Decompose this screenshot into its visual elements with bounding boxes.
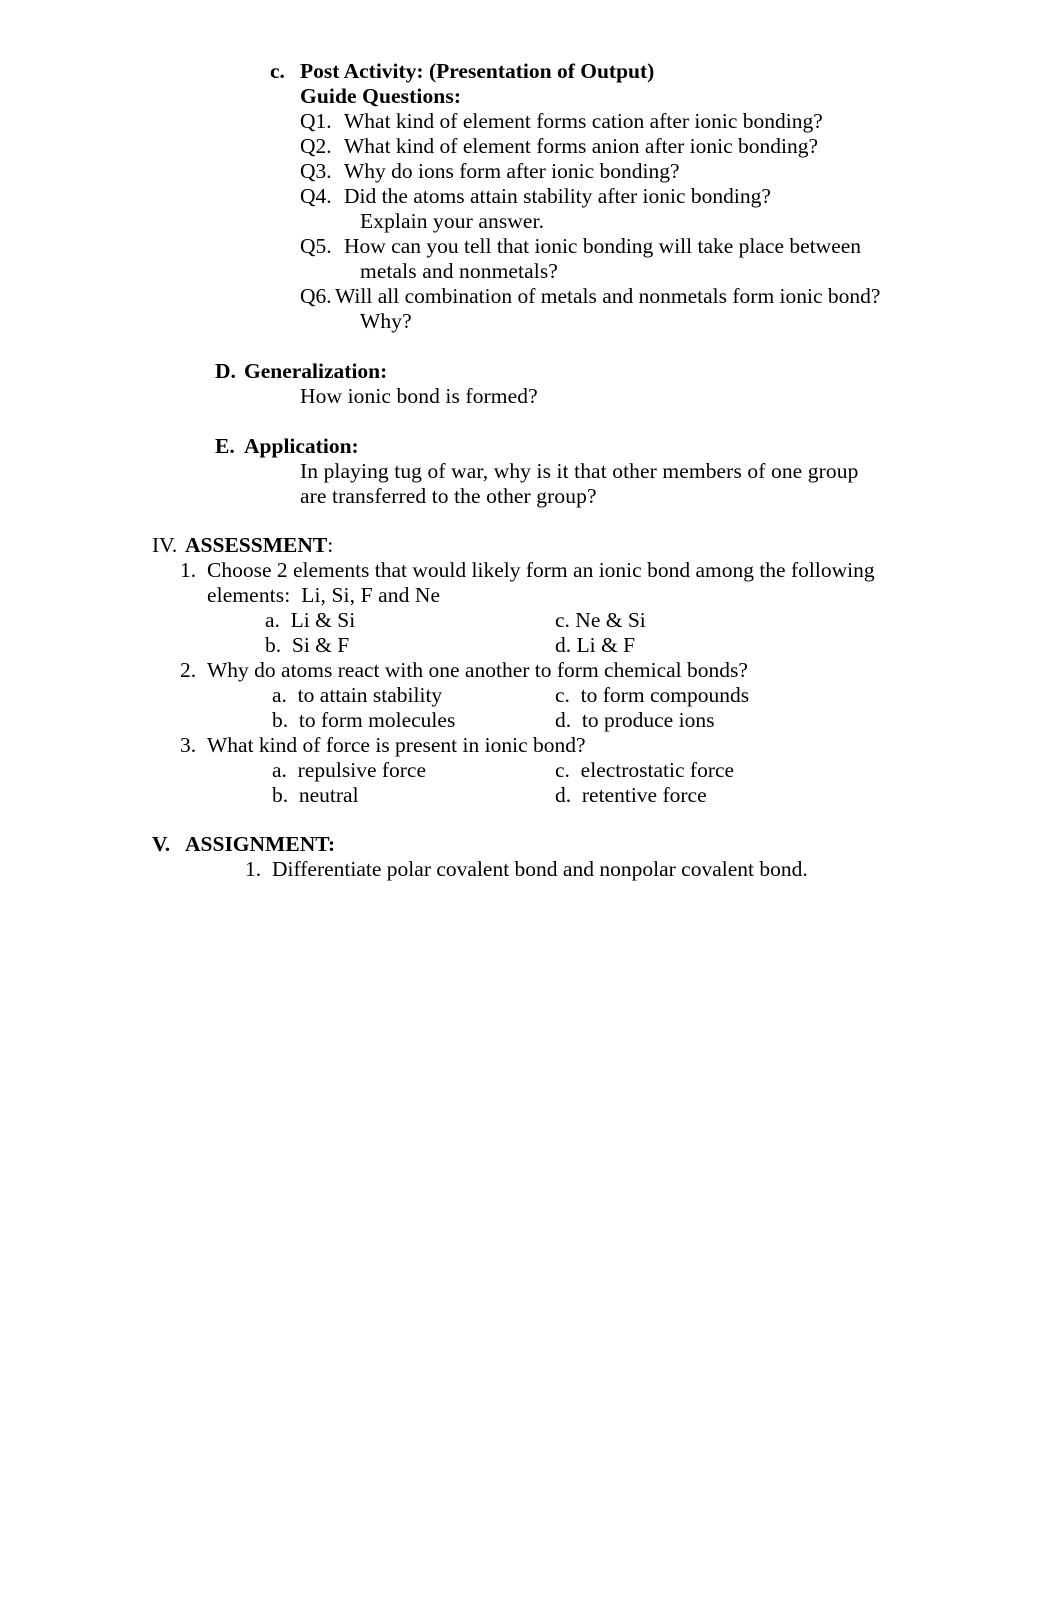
assessment-item-3	[180, 733, 586, 758]
assessment-item-3-number: 3.	[180, 733, 197, 757]
guide-question-1-text: What kind of element forms cation after ionic bonding?	[344, 109, 823, 133]
assignment-numeral: V.	[152, 832, 171, 856]
assessment-heading	[152, 533, 333, 558]
assessment-item-3-option-b[interactable]	[272, 783, 359, 808]
guide-question-6-continuation: Why?	[360, 309, 412, 333]
generalization-heading	[215, 359, 387, 384]
assessment-numeral: IV.	[152, 533, 178, 557]
guide-questions-label: Guide Questions:	[300, 84, 462, 108]
option-gap	[570, 758, 581, 782]
guide-question-6-marker: Q6.	[300, 284, 332, 308]
option-gap	[570, 683, 581, 707]
option-text: neutral	[298, 783, 359, 807]
option-label: a.	[272, 683, 287, 707]
application-title: Application:	[244, 434, 359, 458]
option-label: b.	[272, 708, 289, 732]
assessment-item-2	[180, 658, 748, 683]
guide-question-4-marker: Q4.	[300, 184, 332, 208]
assessment-item-1	[180, 558, 875, 583]
assessment-item-3-text-line-1: What kind of force is present in ionic bond?	[207, 733, 586, 757]
option-label: d.	[555, 783, 572, 807]
post-activity-marker: c.	[270, 59, 285, 83]
assessment-item-1-option-b[interactable]	[265, 633, 349, 658]
option-gap	[288, 783, 299, 807]
assessment-item-1-number: 1.	[180, 558, 197, 582]
guide-question-5-continuation: metals and nonmetals?	[360, 259, 558, 283]
option-text: Si & F	[291, 633, 350, 657]
option-label: c.	[555, 608, 570, 632]
post-activity-heading	[270, 59, 654, 84]
assessment-item-2-number: 2.	[180, 658, 197, 682]
option-text: repulsive force	[297, 758, 427, 782]
guide-question-4-text: Did the atoms attain stability after ionic bonding?	[344, 184, 771, 208]
guide-question-3-text: Why do ions form after ionic bonding?	[344, 159, 680, 183]
guide-question-2	[300, 134, 818, 159]
option-gap	[571, 783, 582, 807]
assessment-item-2-option-d[interactable]	[555, 708, 714, 733]
guide-question-6	[300, 284, 880, 309]
assessment-item-3-option-a[interactable]	[272, 758, 426, 783]
guide-question-2-text: What kind of element forms anion after ionic bonding?	[344, 134, 819, 158]
guide-question-3-marker: Q3.	[300, 159, 332, 183]
assessment-item-1-option-a[interactable]	[265, 608, 355, 633]
option-gap	[287, 683, 298, 707]
option-label: b.	[272, 783, 289, 807]
option-label: d.	[555, 708, 572, 732]
option-text: to attain stability	[297, 683, 443, 707]
application-heading	[215, 434, 359, 459]
option-text: retentive force	[581, 783, 707, 807]
guide-question-5	[300, 234, 861, 259]
assessment-item-2-text-line-1: Why do atoms react with one another to form chemical bonds?	[207, 658, 748, 682]
guide-question-1-marker: Q1.	[300, 109, 332, 133]
guide-question-5-text: How can you tell that ionic bonding will take place between	[344, 234, 862, 258]
generalization-body: How ionic bond is formed?	[300, 384, 538, 408]
assessment-item-1-option-c[interactable]	[555, 608, 646, 633]
assessment-item-2-option-c[interactable]	[555, 683, 749, 708]
assignment-title: ASSIGNMENT:	[185, 832, 336, 856]
guide-question-2-marker: Q2.	[300, 134, 332, 158]
guide-question-4-continuation: Explain your answer.	[360, 209, 545, 233]
assessment-title: ASSESSMENT	[185, 533, 328, 557]
assessment-item-1-option-d[interactable]	[555, 633, 635, 658]
assessment-item-1-text-line-1: Choose 2 elements that would likely form an ionic bond among the following	[207, 558, 875, 582]
guide-question-5-marker: Q5.	[300, 234, 332, 258]
option-text: Ne & Si	[575, 608, 646, 632]
assessment-item-3-option-c[interactable]	[555, 758, 734, 783]
option-text: to form molecules	[298, 708, 456, 732]
assignment-heading	[152, 832, 335, 857]
application-marker: E.	[215, 434, 235, 458]
option-gap	[281, 633, 292, 657]
assignment-item-1	[245, 857, 808, 882]
option-text: Li & F	[576, 633, 636, 657]
option-label: a.	[265, 608, 280, 632]
assessment-title-colon: :	[327, 533, 334, 557]
option-text: to form compounds	[580, 683, 750, 707]
assessment-item-2-option-a[interactable]	[272, 683, 442, 708]
option-label: c.	[555, 683, 570, 707]
generalization-marker: D.	[215, 359, 236, 383]
generalization-title: Generalization:	[244, 359, 388, 383]
option-text: electrostatic force	[580, 758, 735, 782]
application-body-line-2: are transferred to the other group?	[300, 484, 597, 508]
assessment-item-3-option-d[interactable]	[555, 783, 707, 808]
assignment-item-1-text: Differentiate polar covalent bond and nonpolar covalent bond.	[272, 857, 808, 881]
option-gap	[288, 708, 299, 732]
post-activity-title: Post Activity: (Presentation of Output)	[300, 59, 655, 83]
option-text: Li & Si	[290, 608, 356, 632]
option-label: a.	[272, 758, 287, 782]
option-label: b.	[265, 633, 282, 657]
option-text: to produce ions	[581, 708, 715, 732]
assignment-item-1-number: 1.	[245, 857, 262, 881]
option-gap	[571, 708, 582, 732]
assessment-item-1-text-line-2: elements: Li, Si, F and Ne	[207, 583, 441, 607]
application-body-line-1: In playing tug of war, why is it that other members of one group	[300, 459, 859, 483]
option-gap	[287, 758, 298, 782]
option-gap	[280, 608, 291, 632]
guide-question-4	[300, 184, 771, 209]
guide-question-1	[300, 109, 823, 134]
guide-question-3	[300, 159, 680, 184]
option-label: c.	[555, 758, 570, 782]
assessment-item-2-option-b[interactable]	[272, 708, 455, 733]
option-label: d.	[555, 633, 572, 657]
guide-question-6-text: Will all combination of metals and nonmetals form ionic bond?	[335, 284, 881, 308]
